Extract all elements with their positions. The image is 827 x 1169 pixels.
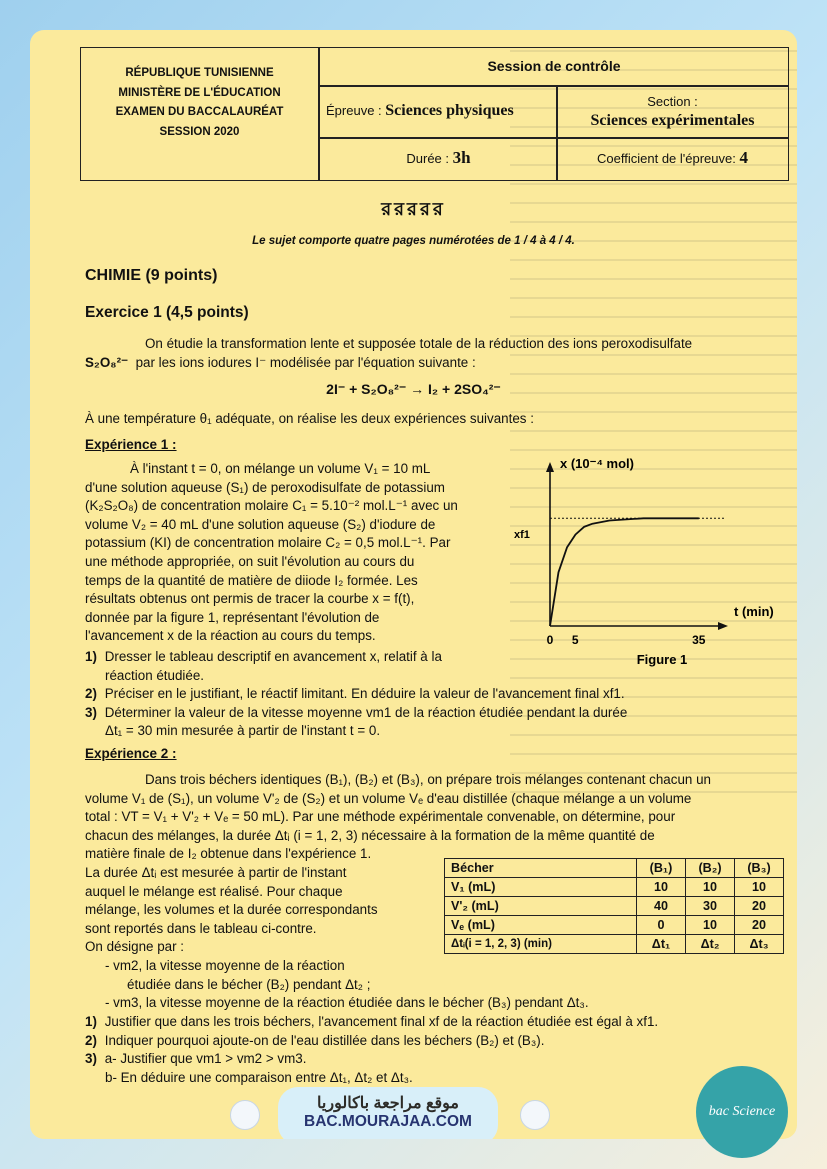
- coef-value: 4: [739, 148, 748, 167]
- table-cell: 10: [735, 878, 784, 897]
- table-cell: 20: [735, 897, 784, 916]
- header-epreuve-box: [319, 85, 558, 139]
- tick-label-5: 5: [571, 633, 579, 647]
- session-type: Session de contrôle: [487, 58, 621, 74]
- coef-label: Coefficient de l'épreuve:: [597, 151, 736, 166]
- table-cell: 10: [686, 878, 735, 897]
- temperature-line: À une température θ₁ adéquate, on réalise les deux expériences suivantes :: [85, 411, 534, 426]
- table-cell: V₁ (mL): [445, 878, 637, 897]
- tick-label-0: 0: [546, 633, 554, 647]
- becher-table: [444, 858, 784, 954]
- ministry-label: MINISTÈRE DE L'ÉDUCATION: [118, 86, 281, 99]
- intro-species: S₂O₈²⁻: [85, 354, 129, 370]
- exp2-line: total : VT = V₁ + V'₂ + Vₑ = 50 mL). Par une méthode expérimentale convenable, on détermine, pour: [85, 809, 676, 825]
- section-label: Section :: [647, 94, 698, 109]
- reaction-equation: 2I⁻ + S₂O₈²⁻ → I₂ + 2SO₄²⁻: [326, 381, 501, 397]
- question: Δt₁ = 30 min mesurée à partir de l'instant t = 0.: [105, 723, 381, 739]
- intro-line-2: par les ions iodures I⁻ modélisée par l'équation suivante :: [135, 354, 476, 370]
- pages-note: Le sujet comporte quatre pages numérotées de 1 / 4 à 4 / 4.: [252, 235, 575, 247]
- exp1-questions: [85, 648, 790, 741]
- experience2-text: [85, 771, 790, 864]
- table-row: [445, 878, 784, 897]
- site-arabic-name: موقع مراجعة باكالوريا: [317, 1095, 459, 1112]
- definition-line: - vm3, la vitesse moyenne de la réaction étudiée dans le bécher (B₃) pendant Δt₃.: [105, 995, 589, 1011]
- question: 1) Dresser le tableau descriptif en avancement x, relatif à la: [85, 649, 442, 664]
- bac-science-badge: [696, 1066, 788, 1158]
- exp2-questions: [85, 1013, 790, 1087]
- table-row: [445, 897, 784, 916]
- duree-label: Durée :: [406, 151, 450, 166]
- table-cell: 30: [686, 897, 735, 916]
- x-axis-label: t (min): [734, 604, 774, 619]
- table-cell: Vₑ (mL): [445, 916, 637, 935]
- exp1-line: temps de la quantité de matière de diiode I₂ formée. Les: [85, 572, 418, 588]
- figure-1-chart: [510, 450, 795, 668]
- table-header-cell: (B₁): [637, 859, 686, 878]
- table-cell: Δt₁: [637, 935, 686, 954]
- exp2-line: chacun des mélanges, la durée Δtᵢ (i = 1, 2, 3) nécessaire à la formation de la même quantité de: [85, 827, 655, 843]
- exp2-line: volume V₁ de (S₁), un volume V'₂ de (S₂) et un volume Vₑ d'eau distillée (chaque mélange a un volume: [85, 790, 692, 806]
- exp1-line: (K₂S₂O₈) de concentration molaire C₁ = 5.10⁻² mol.L⁻¹ avec un: [85, 498, 458, 514]
- exp2-left-line: sont reportés dans le tableau ci-contre.: [85, 920, 317, 936]
- epreuve-label: Épreuve :: [326, 103, 382, 118]
- table-row: [445, 935, 784, 954]
- exp2-line: matière finale de I₂ obtenue dans l'expérience 1.: [85, 846, 372, 862]
- duree-value: 3h: [452, 148, 471, 167]
- table-row: [445, 916, 784, 935]
- table-cell: Δt₃: [735, 935, 784, 954]
- experience2-left: [85, 864, 430, 957]
- definition-line: - vm2, la vitesse moyenne de la réaction: [105, 958, 345, 973]
- exp2-line: Dans trois béchers identiques (B₁), (B₂) et (B₃), on prépare trois mélanges contenant chacun un: [145, 772, 711, 787]
- exp1-line: une méthode appropriée, on suit l'évolution au cours du: [85, 553, 415, 569]
- exp1-line: l'avancement x de la réaction au cours du temps.: [85, 628, 376, 644]
- table-header-cell: (B₂): [686, 859, 735, 878]
- question: b- En déduire une comparaison entre Δt₁, Δt₂ et Δt₃.: [105, 1069, 413, 1085]
- exam-label: EXAMEN DU BACCALAURÉAT: [115, 106, 284, 118]
- question: 3) a- Justifier que vm1 > vm2 > vm3.: [85, 1051, 307, 1067]
- table-cell: V'₂ (mL): [445, 897, 637, 916]
- exp2-left-line: mélange, les volumes et la durée correspondants: [85, 902, 378, 918]
- table-cell: 40: [637, 897, 686, 916]
- header-coef-box: [556, 137, 789, 181]
- x-axis-arrow: [718, 622, 728, 630]
- republic-label: RÉPUBLIQUE TUNISIENNE: [125, 67, 274, 79]
- definition-line: étudiée dans le bécher (B₂) pendant Δt₂ ;: [127, 976, 371, 992]
- y-axis-label: x (10⁻⁴ mol): [560, 456, 634, 471]
- badge-text: bac Science: [708, 1104, 776, 1119]
- epreuve-value: Sciences physiques: [385, 102, 514, 119]
- table-cell: 0: [637, 916, 686, 935]
- exam-header: [80, 47, 789, 181]
- intro-line-1: On étudie la transformation lente et supposée totale de la réduction des ions peroxodisulfate: [145, 336, 693, 351]
- question: 2) Préciser en le justifiant, le réactif limitant. En déduire la valeur de l'avancement final xf1.: [85, 686, 625, 702]
- table-cell: 10: [637, 878, 686, 897]
- ornament: ররররর: [381, 199, 446, 219]
- table-cell: Δtᵢ(i = 1, 2, 3) (min): [445, 935, 637, 954]
- question: réaction étudiée.: [105, 667, 205, 683]
- site-logo-icon: [230, 1100, 260, 1130]
- site-logo-icon: [520, 1100, 550, 1130]
- exam-page: [30, 30, 797, 1139]
- experience2-title: Expérience 2 :: [85, 746, 177, 761]
- session-year: SESSION 2020: [159, 125, 240, 138]
- table-cell: 20: [735, 916, 784, 935]
- header-session-box: [319, 47, 789, 87]
- y-axis-arrow: [546, 462, 554, 472]
- experience1-title: Expérience 1 :: [85, 437, 177, 452]
- header-duree-box: [319, 137, 558, 181]
- exp1-line: potassium (KI) de concentration molaire C₂ = 0,5 mol.L⁻¹. Par: [85, 535, 451, 551]
- table-header-cell: (B₃): [735, 859, 784, 878]
- question: 3) Déterminer la valeur de la vitesse moyenne vm1 de la réaction étudiée pendant la durée: [85, 704, 628, 720]
- exercice1-title: Exercice 1 (4,5 points): [85, 304, 249, 321]
- experience1-text: [85, 460, 505, 646]
- asymptote-label: xf1: [514, 529, 530, 541]
- question: 2) Indiquer pourquoi ajoute-on de l'eau distillée dans les béchers (B₂) et (B₃).: [85, 1032, 545, 1048]
- exp1-line: À l'instant t = 0, on mélange un volume V₁ = 10 mL: [130, 461, 431, 476]
- section-value: Sciences expérimentales: [590, 112, 755, 129]
- table-cell: Δt₂: [686, 935, 735, 954]
- table-header-row: [445, 859, 784, 878]
- definitions: [105, 957, 790, 1013]
- figure-caption: Figure 1: [636, 652, 688, 667]
- tick-label-35: 35: [692, 633, 706, 647]
- site-url: BAC.MOURAJAA.COM: [304, 1113, 472, 1130]
- table-header-cell: Bécher: [445, 859, 637, 878]
- exp1-line: d'une solution aqueuse (S₁) de peroxodisulfate de potassium: [85, 479, 445, 495]
- question: 1) Justifier que dans les trois béchers, l'avancement final xf de la réaction étudiée est égal à xf1.: [85, 1014, 659, 1029]
- chimie-title: CHIMIE (9 points): [85, 267, 218, 284]
- header-left-box: [80, 47, 319, 181]
- exp1-line: résultats obtenus ont permis de tracer la courbe x = f(t),: [85, 591, 415, 607]
- site-banner[interactable]: [278, 1087, 498, 1139]
- exp2-left-line: On désigne par :: [85, 939, 185, 955]
- header-section-box: [556, 85, 789, 139]
- table-cell: 10: [686, 916, 735, 935]
- exp2-left-line: auquel le mélange est réalisé. Pour chaque: [85, 883, 343, 899]
- exp1-line: volume V₂ = 40 mL d'une solution aqueuse (S₂) d'iodure de: [85, 516, 436, 532]
- series-curve: [550, 518, 699, 626]
- exp1-line: donnée par la figure 1, représentant l'évolution de: [85, 609, 380, 625]
- exp2-left-line: La durée Δtᵢ est mesurée à partir de l'instant: [85, 865, 347, 880]
